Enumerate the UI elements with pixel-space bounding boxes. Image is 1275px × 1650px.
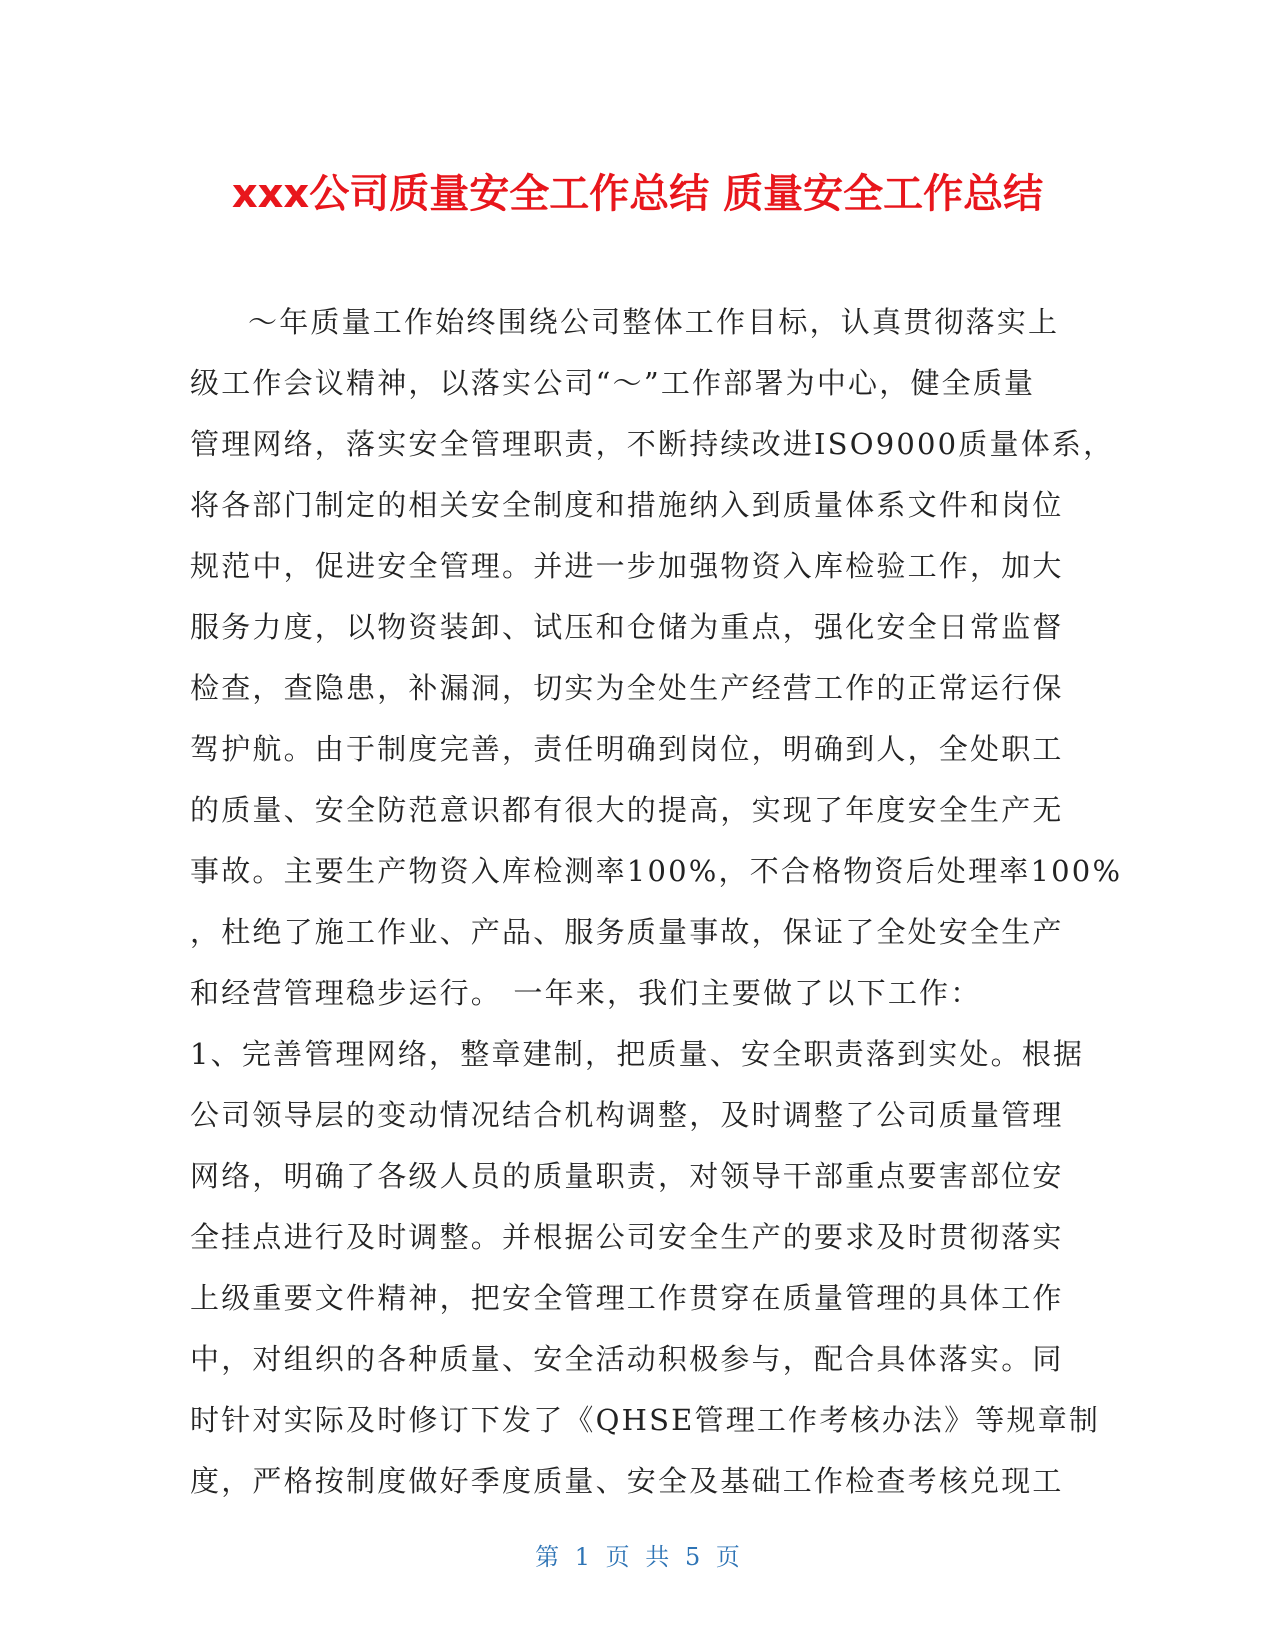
body-line: 时针对实际及时修订下发了《QHSE管理工作考核办法》等规章制 bbox=[190, 1403, 1101, 1437]
body-line: ，杜绝了施工作业、产品、服务质量事故，保证了全处安全生产 bbox=[190, 915, 1064, 949]
body-line: 服务力度，以物资装卸、试压和仓储为重点，强化安全日常监督 bbox=[190, 610, 1064, 644]
page-number: 第 1 页 共 5 页 bbox=[535, 1543, 740, 1571]
body-line: 度，严格按制度做好季度质量、安全及基础工作检查考核兑现工 bbox=[190, 1464, 1064, 1498]
body-line: 全挂点进行及时调整。并根据公司安全生产的要求及时贯彻落实 bbox=[190, 1220, 1064, 1254]
body-line: 规范中，促进安全管理。并进一步加强物资入库检验工作，加大 bbox=[190, 549, 1064, 583]
body-line: 上级重要文件精神，把安全管理工作贯穿在质量管理的具体工作 bbox=[190, 1281, 1064, 1315]
document-title: xxx公司质量安全工作总结 质量安全工作总结 bbox=[231, 171, 1044, 217]
body-line: 的质量、安全防范意识都有很大的提高，实现了年度安全生产无 bbox=[190, 793, 1064, 827]
body-line: 和经营管理稳步运行。 一年来，我们主要做了以下工作： bbox=[190, 976, 982, 1010]
body-line: 管理网络，落实安全管理职责，不断持续改进ISO9000质量体系， bbox=[190, 427, 1115, 461]
body-line: 事故。主要生产物资入库检测率100%，不合格物资后处理率100% bbox=[190, 854, 1123, 888]
body-line: 网络，明确了各级人员的质量职责，对领导干部重点要害部位安 bbox=[190, 1159, 1064, 1193]
body-line: ～年质量工作始终围绕公司整体工作目标，认真贯彻落实上 bbox=[248, 305, 1060, 339]
body-line: 中，对组织的各种质量、安全活动积极参与，配合具体落实。同 bbox=[190, 1342, 1064, 1376]
body-line: 1、完善管理网络，整章建制，把质量、安全职责落到实处。根据 bbox=[190, 1037, 1085, 1071]
body-line: 驾护航。由于制度完善，责任明确到岗位，明确到人，全处职工 bbox=[190, 732, 1064, 766]
body-line: 检查，查隐患，补漏洞，切实为全处生产经营工作的正常运行保 bbox=[190, 671, 1064, 705]
body-line: 级工作会议精神，以落实公司“～”工作部署为中心，健全质量 bbox=[190, 366, 1036, 400]
body-line: 将各部门制定的相关安全制度和措施纳入到质量体系文件和岗位 bbox=[190, 488, 1064, 522]
body-line: 公司领导层的变动情况结合机构调整，及时调整了公司质量管理 bbox=[190, 1098, 1064, 1132]
document-body bbox=[190, 292, 1123, 1512]
